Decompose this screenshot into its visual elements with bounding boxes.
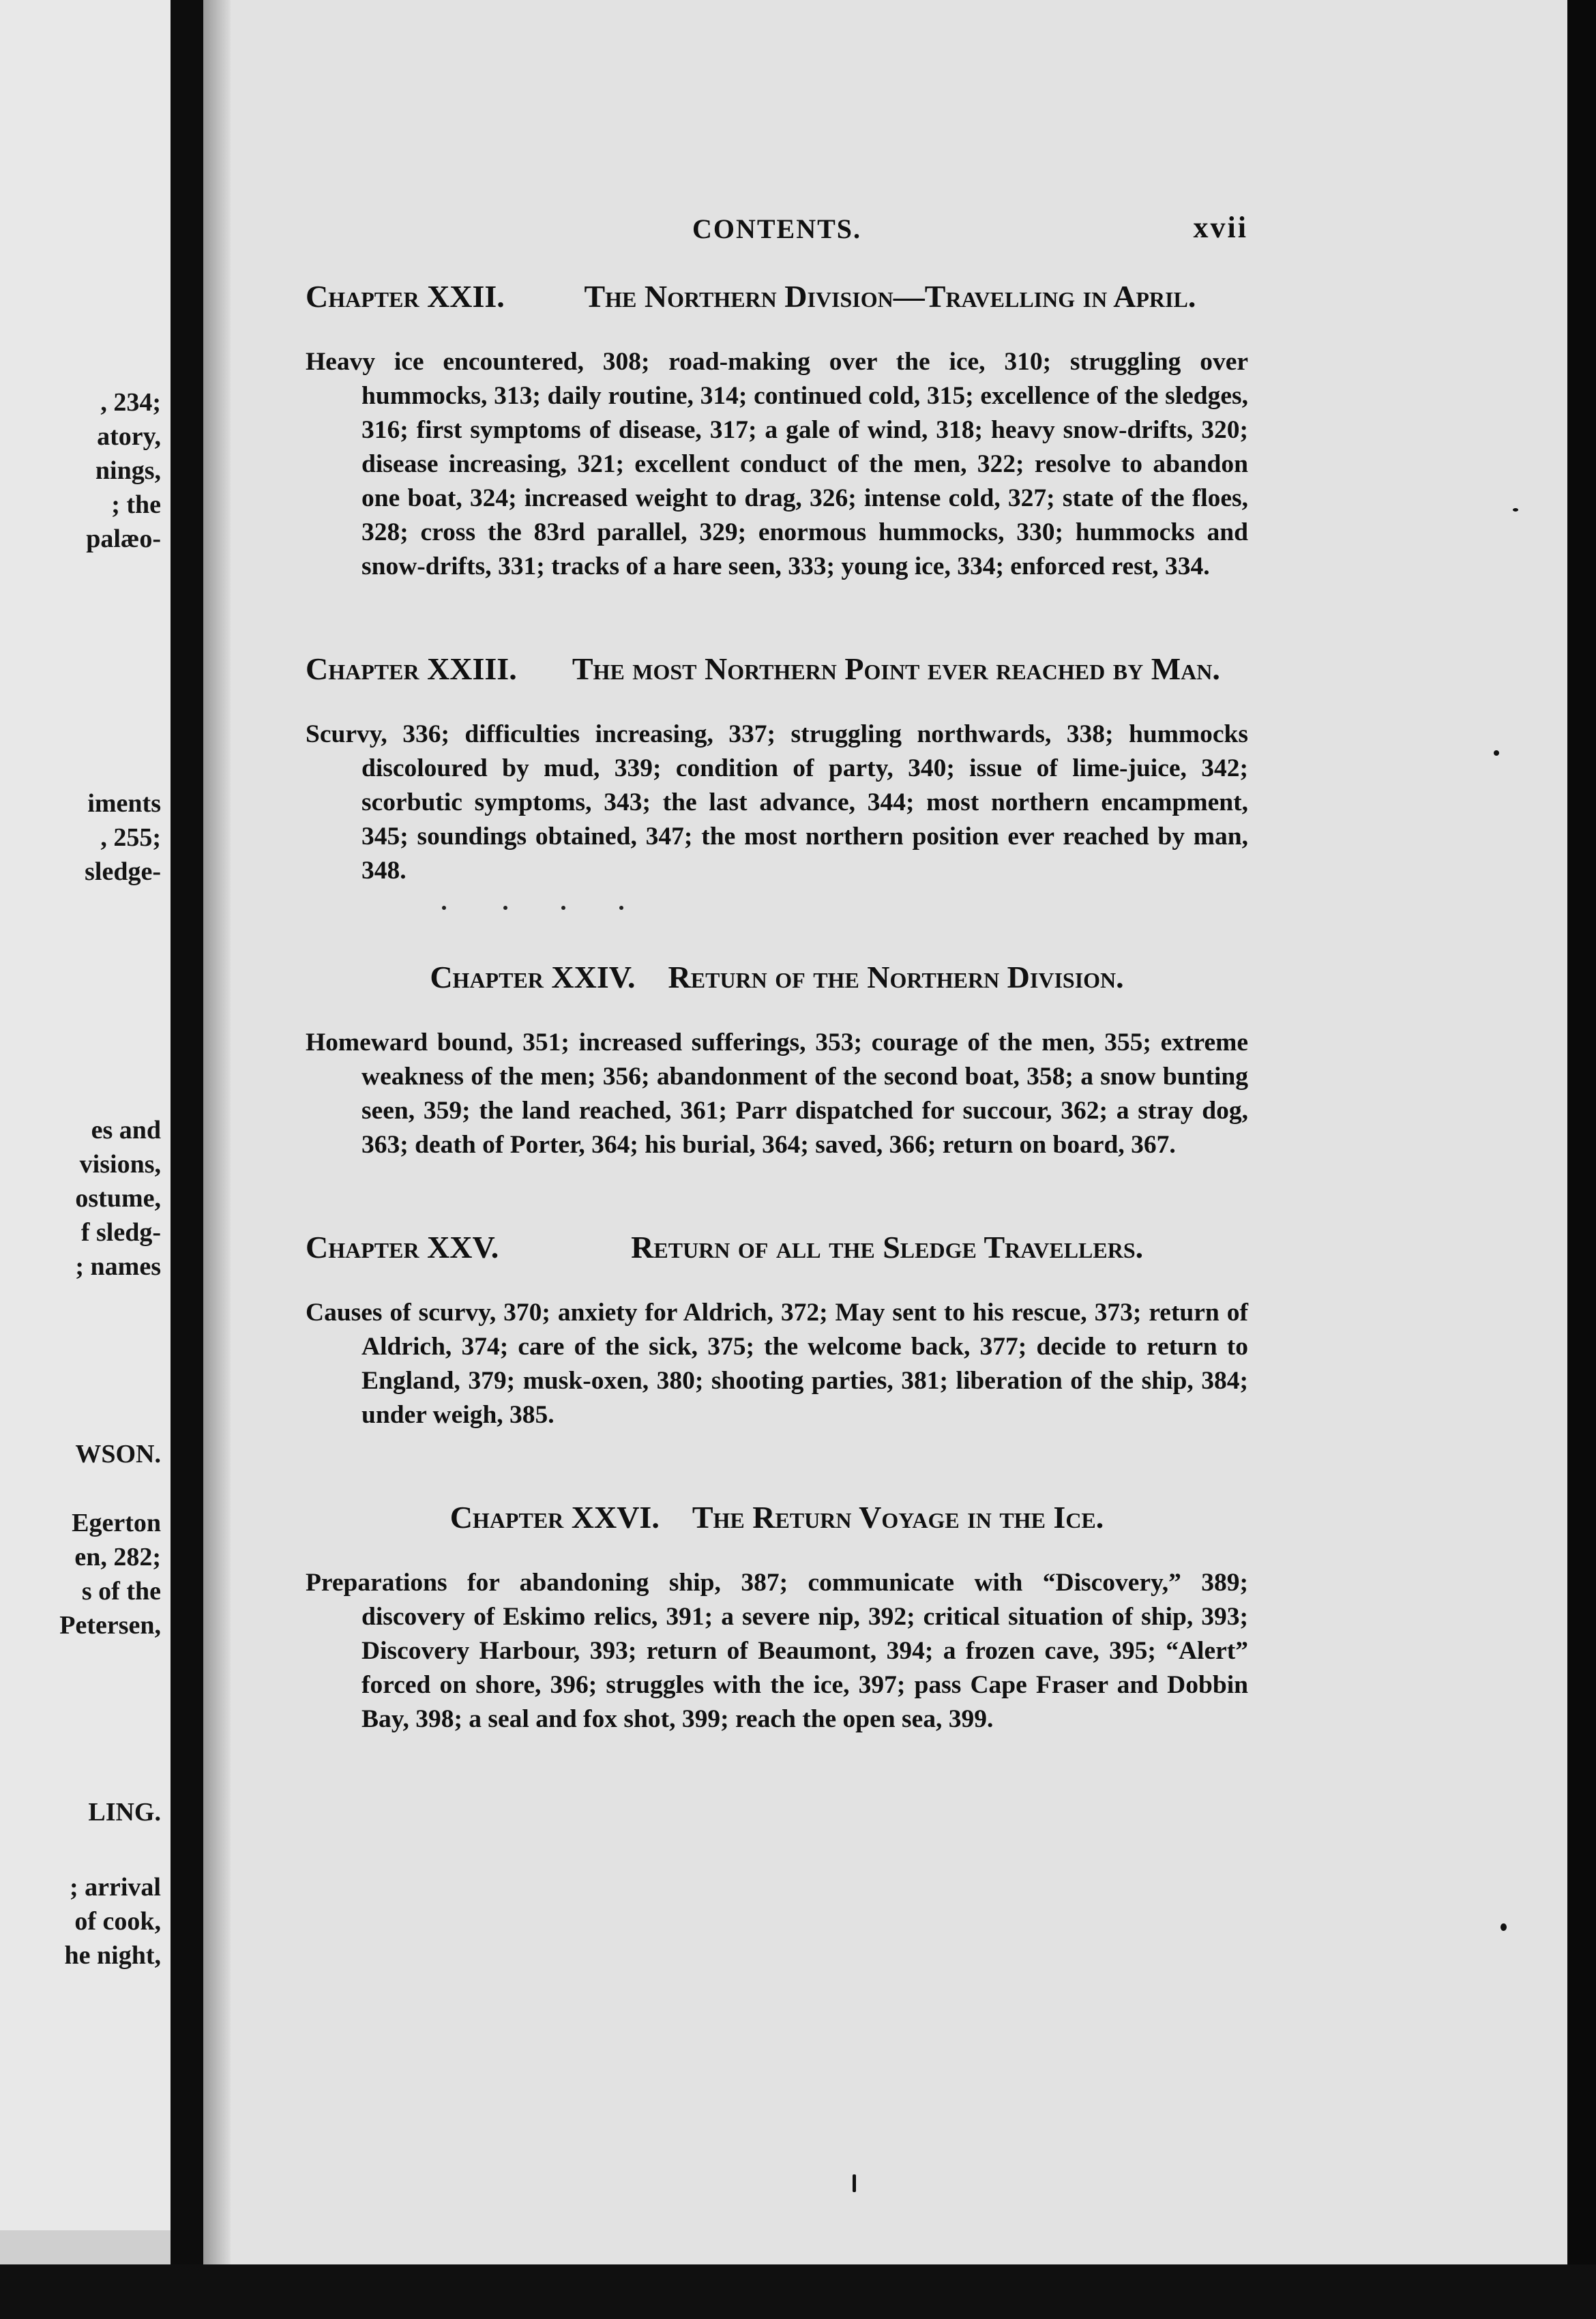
left-page-line: f sledg- [80,1218,161,1247]
left-page-line: WSON. [75,1440,161,1468]
chapter-summary: Causes of scurvy, 370; anxiety for Aldrich, 372; May sent to his rescue, 373; return of Aldrich, 374; care of the sick, 375; the welcome back, 377; decide to return to England, 379; musk-oxen, 380; shooting parties, 381; liberation of the ship, 384; under weigh, 385. [306,1299,1248,1429]
chapter-heading [306,1498,1248,1537]
chapter-heading [306,1228,1248,1267]
left-page-line: he night, [64,1941,161,1970]
left-page-line: , 255; [100,823,161,852]
right-scan-edge [1567,0,1596,2319]
left-page-line: , 234; [100,388,161,417]
chapter-entry [306,649,1248,888]
chapter-entry [306,277,1248,584]
chapter-number: Chapter XXV. [306,1230,499,1265]
chapter-summary: Homeward bound, 351; increased sufferings, 353; courage of the men, 355; extreme weakness of the men; 356; abandonment of the second boat, 358; a snow bunting seen, 359; the land reached, 361; Parr dispatched for succour, 362; a stray dog, 363; death of Porter, 364; his burial, 364; saved, 366; return on board, 367. [306,1029,1248,1159]
page-number: xvii [1193,211,1248,244]
left-page-line: en, 282; [74,1543,161,1571]
left-page-line: palæo- [86,525,161,553]
left-page-line: of cook, [74,1907,161,1936]
chapter-summary: Scurvy, 336; difficulties increasing, 337; struggling northwards, 338; hummocks discoloured by mud, 339; condition of party, 340; issue of lime-juice, 342; scorbutic symptoms, 343; the last advance, 344; most northern encampment, 345; soundings obtained, 347; the most northern position ever reached by man, 348. [306,720,1248,885]
left-page-line: visions, [79,1150,161,1179]
chapter-heading [306,277,1248,316]
chapter-title: Return of the Northern Division. [668,960,1124,994]
separator-dot [619,906,623,910]
chapter-number: Chapter XXIII. [306,651,517,686]
chapter-number: Chapter XXIV. [430,960,636,994]
chapter-summary: Heavy ice encountered, 308; road-making over the ice, 310; struggling over hummocks, 313; daily routine, 314; continued cold, 315; excellence of the sledges, 316; first symptoms of disease, 317; a gale of wind, 318; heavy snow-drifts, 320; disease increasing, 321; excellent conduct of the men, 322; resolve to abandon one boat, 324; increased weight to drag, 326; intense cold, 327; state of the floes, 328; cross the 83rd parallel, 329; enormous hummocks, 330; hummocks and snow-drifts, 331; tracks of a hare seen, 333; young ice, 334; enforced rest, 334. [306,348,1248,580]
left-page-line: ; names [75,1252,161,1281]
page-content [306,205,1248,1802]
left-page-line: iments [87,789,161,818]
left-page-line: sledge- [85,857,161,886]
separator-dot [503,906,507,910]
dotted-separator [306,906,1248,930]
left-page-line: ostume, [75,1184,161,1213]
chapter-number: Chapter XXII. [306,279,505,314]
book-gutter [171,0,203,2319]
left-page-fragment [0,0,171,2230]
left-page-line: LING. [88,1798,161,1827]
running-head [306,205,1248,252]
speck [1513,508,1518,512]
chapter-title: The Return Voyage in the Ice. [692,1500,1104,1535]
separator-dot [442,906,446,910]
contents-page [231,0,1567,2264]
separator-dot [561,906,565,910]
left-page-line: Petersen, [59,1611,161,1640]
chapter-summary: Preparations for abandoning ship, 387; communicate with “Discovery,” 389; discovery of Eskimo relics, 391; a severe nip, 392; critical situation of ship, 393; Discovery Harbour, 393; return of Beaumont, 394; a frozen cave, 395; “Alert” forced on shore, 396; struggles with the ice, 397; pass Cape Fraser and Dobbin Bay, 398; a seal and fox shot, 399; reach the open sea, 399. [306,1569,1248,1733]
speck [1501,1923,1507,1931]
speck [853,2174,856,2192]
running-title: CONTENTS. [692,213,862,244]
left-page-line: es and [91,1116,161,1144]
chapter-number: Chapter XXVI. [449,1500,660,1535]
chapter-title: The most Northern Point ever reached by Man. [572,651,1220,686]
speck [1494,750,1499,756]
chapter-entry [306,1498,1248,1737]
gutter-shadow [203,0,231,2319]
left-page-line: Egerton [72,1509,161,1537]
chapter-title: Return of all the Sledge Travellers. [631,1230,1144,1265]
chapter-heading [306,958,1248,997]
bottom-scan-edge [0,2264,1596,2319]
left-page-line: s of the [81,1577,161,1606]
chapter-entry [306,1228,1248,1432]
chapter-entry [306,958,1248,1162]
chapter-title: The Northern Division—Travelling in April. [584,279,1196,314]
left-page-line: nings, [95,456,161,485]
left-page-line: ; arrival [69,1873,161,1902]
chapter-heading [306,649,1248,689]
left-page-line: ; the [111,490,161,519]
left-page-line: atory, [97,422,161,451]
